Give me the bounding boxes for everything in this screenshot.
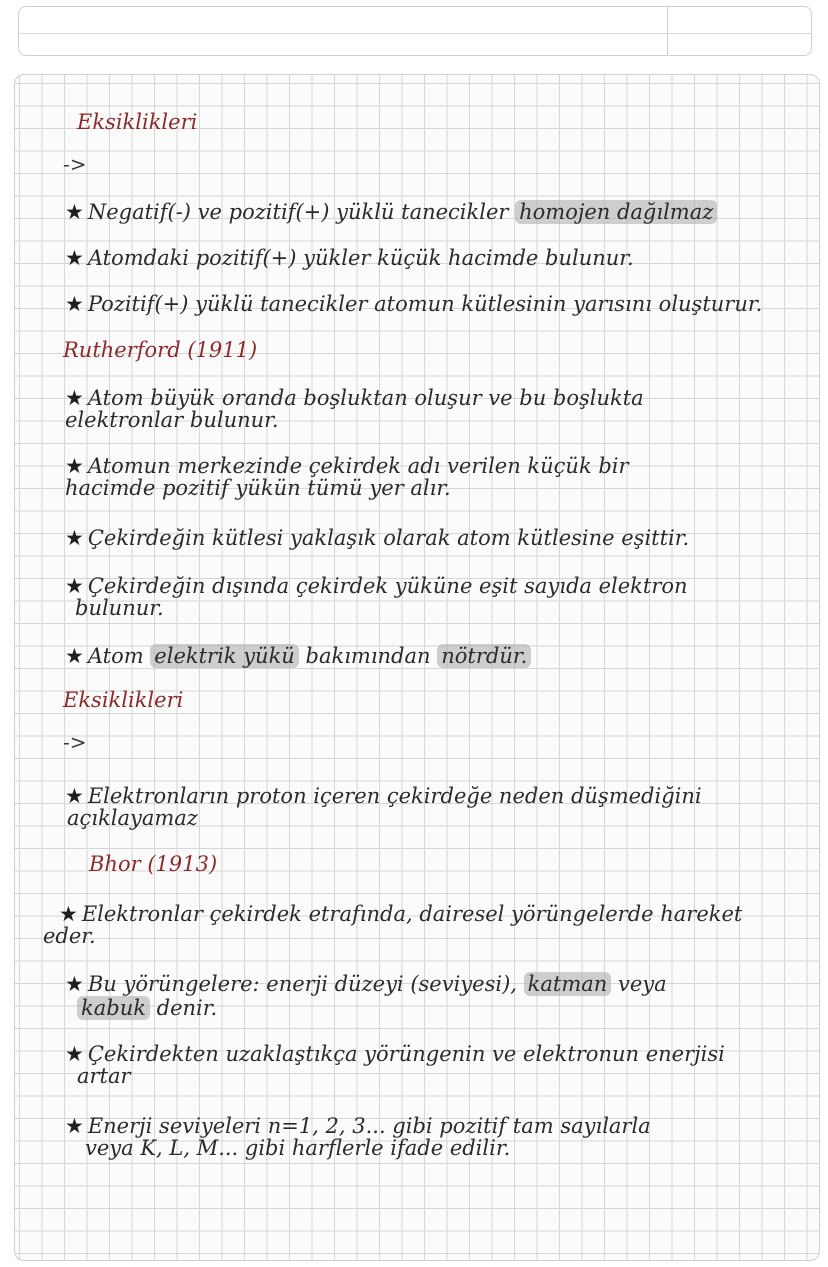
notebook-page bbox=[14, 74, 820, 1261]
header-box bbox=[18, 6, 812, 56]
highlight-kabuk: kabuk bbox=[77, 996, 150, 1020]
highlight-notrdur: nötrdür. bbox=[437, 644, 531, 668]
bullet-11-cont: kabuk denir. bbox=[77, 997, 217, 1019]
bullet-12: ★ Çekirdekten uzaklaştıkça yörüngenin ve elektronun enerjisi bbox=[65, 1042, 725, 1066]
bullet-11: ★ Bu yörüngelere: enerji düzeyi (seviyesi), katman veya bbox=[65, 972, 667, 996]
highlight-katman: katman bbox=[524, 972, 612, 996]
bullet-12-cont: artar bbox=[77, 1064, 131, 1088]
star-icon: ★ bbox=[65, 246, 84, 270]
highlight-homojen: homojen dağılmaz bbox=[515, 200, 717, 224]
header-line bbox=[19, 33, 811, 34]
star-icon: ★ bbox=[65, 644, 84, 668]
star-icon: ★ bbox=[65, 292, 84, 316]
star-icon: ★ bbox=[65, 972, 84, 996]
star-icon: ★ bbox=[59, 902, 78, 926]
star-icon: ★ bbox=[65, 200, 84, 224]
bullet-7-cont: bulunur. bbox=[75, 596, 164, 620]
bullet-9-cont: açıklayamaz bbox=[67, 806, 198, 830]
arrow-2: -> bbox=[63, 730, 87, 754]
heading-rutherford: Rutherford (1911) bbox=[63, 338, 258, 362]
bullet-7: ★ Çekirdeğin dışında çekirdek yüküne eşit sayıda elektron bbox=[65, 574, 688, 598]
bullet-9: ★ Elektronların proton içeren çekirdeğe neden düşmediğini bbox=[65, 784, 702, 808]
bullet-5-cont: hacimde pozitif yükün tümü yer alır. bbox=[65, 476, 451, 500]
star-icon: ★ bbox=[65, 454, 84, 478]
arrow-1: -> bbox=[63, 152, 87, 176]
bullet-3: ★ Pozitif(+) yüklü tanecikler atomun kütlesinin yarısını oluşturur. bbox=[65, 292, 763, 316]
heading-eksiklikleri-1: Eksiklikleri bbox=[77, 110, 198, 134]
bullet-1: ★ Negatif(-) ve pozitif(+) yüklü tanecikler homojen dağılmaz bbox=[65, 201, 717, 223]
highlight-elektrik-yuku: elektrik yükü bbox=[150, 644, 299, 668]
bullet-8: ★ Atom elektrik yükü bakımından nötrdür. bbox=[65, 645, 531, 667]
bullet-2: ★ Atomdaki pozitif(+) yükler küçük hacimde bulunur. bbox=[65, 246, 634, 270]
star-icon: ★ bbox=[65, 784, 84, 808]
heading-bohr: Bhor (1913) bbox=[89, 852, 218, 876]
star-icon: ★ bbox=[65, 526, 84, 550]
bullet-10: ★ Elektronlar çekirdek etrafında, dairesel yörüngelerde hareket bbox=[59, 902, 743, 926]
heading-eksiklikleri-2: Eksiklikleri bbox=[63, 688, 184, 712]
star-icon: ★ bbox=[65, 386, 84, 410]
bullet-13-cont: veya K, L, M... gibi harflerle ifade edilir. bbox=[85, 1136, 511, 1160]
bullet-4: ★ Atom büyük oranda boşluktan oluşur ve bu boşlukta bbox=[65, 386, 644, 410]
bullet-6: ★ Çekirdeğin kütlesi yaklaşık olarak atom kütlesine eşittir. bbox=[65, 526, 690, 550]
bullet-5: ★ Atomun merkezinde çekirdek adı verilen küçük bir bbox=[65, 454, 629, 478]
bullet-4-cont: elektronlar bulunur. bbox=[65, 408, 279, 432]
header-divider bbox=[667, 7, 668, 55]
star-icon: ★ bbox=[65, 574, 84, 598]
star-icon: ★ bbox=[65, 1042, 84, 1066]
star-icon: ★ bbox=[65, 1114, 84, 1138]
bullet-10-cont: eder. bbox=[43, 924, 96, 948]
bullet-13: ★ Enerji seviyeleri n=1, 2, 3... gibi pozitif tam sayılarla bbox=[65, 1114, 651, 1138]
